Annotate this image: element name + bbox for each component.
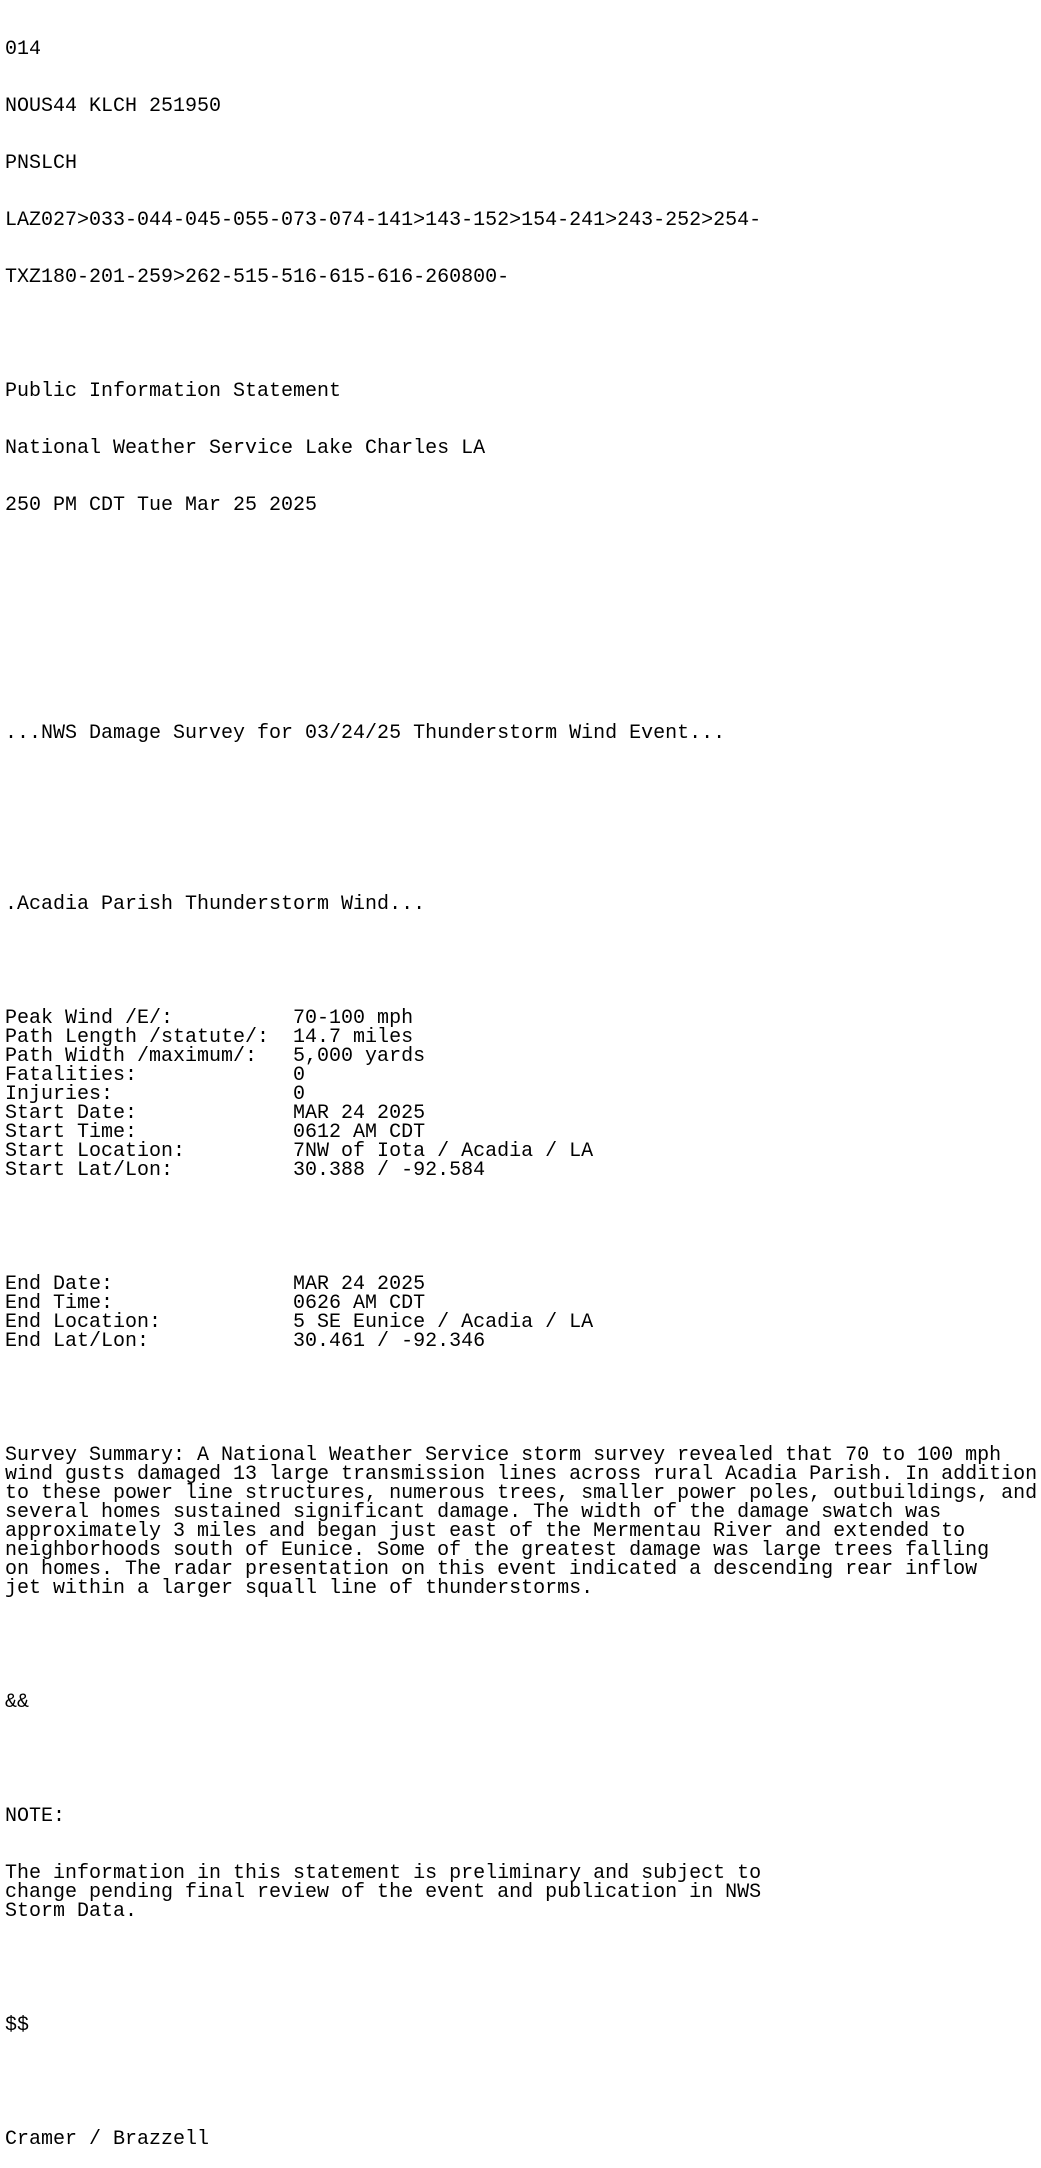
summary-line: Survey Summary: A National Weather Service storm survey revealed that 70 to 100 mph (5, 1444, 1002, 1467)
event-detail-value: 5,000 yards (293, 1045, 426, 1068)
event-detail-label: End Lat/Lon: (5, 1330, 294, 1353)
note-line: change pending final review of the event and publication in NWS (5, 1881, 762, 1904)
issue-time: 250 PM CDT Tue Mar 25 2025 (5, 494, 318, 517)
event-detail-label: Start Date: (5, 1102, 294, 1125)
event-detail-row (5, 1332, 1037, 1351)
event-detail-label: Injuries: (5, 1083, 294, 1106)
blank-line (5, 553, 1037, 572)
blank-line (5, 838, 1037, 857)
event-detail-value: 0626 AM CDT (293, 1292, 426, 1315)
event-detail-value: 70-100 mph (293, 1007, 414, 1030)
note-line: The information in this statement is preliminary and subject to (5, 1862, 762, 1885)
event-detail-value: 7NW of Iota / Acadia / LA (293, 1140, 594, 1163)
event-detail-label: End Time: (5, 1292, 294, 1315)
event-detail-value: MAR 24 2025 (293, 1102, 426, 1125)
blank-line (5, 1750, 1037, 1769)
awips-id: PNSLCH (5, 152, 78, 175)
event-detail-value: 5 SE Eunice / Acadia / LA (293, 1311, 594, 1334)
summary-line: neighborhoods south of Eunice. Some of the greatest damage was large trees falling (5, 1539, 990, 1562)
event-detail-row (5, 1161, 1037, 1180)
headline: ...NWS Damage Survey for 03/24/25 Thunderstorm Wind Event... (5, 722, 726, 745)
event-detail-label: End Location: (5, 1311, 294, 1334)
blank-line (5, 2073, 1037, 2092)
note-text (5, 1864, 1037, 1921)
event-detail-label: Path Width /maximum/: (5, 1045, 294, 1068)
event-detail-value: MAR 24 2025 (293, 1273, 426, 1296)
product-name: Public Information Statement (5, 380, 342, 403)
event-detail-value: 0 (293, 1083, 306, 1106)
summary-line: to these power line structures, numerous trees, smaller power poles, outbuildings, and (5, 1482, 1038, 1505)
blank-line (5, 781, 1037, 800)
survey-summary (5, 1446, 1037, 1598)
event-detail-label: Fatalities: (5, 1064, 294, 1087)
event-detail-value: 0 (293, 1064, 306, 1087)
event-details-end (5, 1275, 1037, 1351)
issuing-office: National Weather Service Lake Charles LA (5, 437, 486, 460)
blank-line (5, 325, 1037, 344)
event-detail-value: 30.461 / -92.346 (293, 1330, 486, 1353)
event-detail-label: End Date: (5, 1273, 294, 1296)
summary-line: wind gusts damaged 13 large transmission lines across rural Acadia Parish. In addition (5, 1463, 1038, 1486)
ugc-line-2: TXZ180-201-259>262-515-516-615-616-260800- (5, 266, 510, 289)
event-detail-label: Peak Wind /E/: (5, 1007, 294, 1030)
event-details-start (5, 1009, 1037, 1180)
event-detail-label: Path Length /statute/: (5, 1026, 294, 1049)
ugc-line-1: LAZ027>033-044-045-055-073-074-141>143-152>154-241>243-252>254- (5, 209, 762, 232)
event-heading: .Acadia Parish Thunderstorm Wind... (5, 893, 426, 916)
blank-line (5, 1389, 1037, 1408)
wmo-header: NOUS44 KLCH 251950 (5, 95, 222, 118)
sequence-number: 014 (5, 38, 42, 61)
event-detail-label: Start Location: (5, 1140, 294, 1163)
event-detail-label: Start Time: (5, 1121, 294, 1144)
event-detail-label: Start Lat/Lon: (5, 1159, 294, 1182)
blank-line (5, 1959, 1037, 1978)
blank-line (5, 1218, 1037, 1237)
note-heading: NOTE: (5, 1805, 66, 1828)
signature: Cramer / Brazzell (5, 2128, 210, 2151)
event-detail-value: 14.7 miles (293, 1026, 414, 1049)
end-marker: $$ (5, 2014, 30, 2037)
summary-line: on homes. The radar presentation on this event indicated a descending rear inflow (5, 1558, 978, 1581)
product-text (5, 2, 1037, 2168)
blank-line (5, 952, 1037, 971)
blank-line (5, 1636, 1037, 1655)
section-separator: && (5, 1691, 30, 1714)
summary-line: jet within a larger squall line of thunderstorms. (5, 1577, 594, 1600)
summary-line: several homes sustained significant damage. The width of the damage swatch was (5, 1501, 942, 1524)
blank-line (5, 610, 1037, 629)
summary-line: approximately 3 miles and began just east of the Mermentau River and extended to (5, 1520, 966, 1543)
event-detail-value: 30.388 / -92.584 (293, 1159, 486, 1182)
note-line: Storm Data. (5, 1900, 138, 1923)
blank-line (5, 667, 1037, 686)
event-detail-value: 0612 AM CDT (293, 1121, 426, 1144)
